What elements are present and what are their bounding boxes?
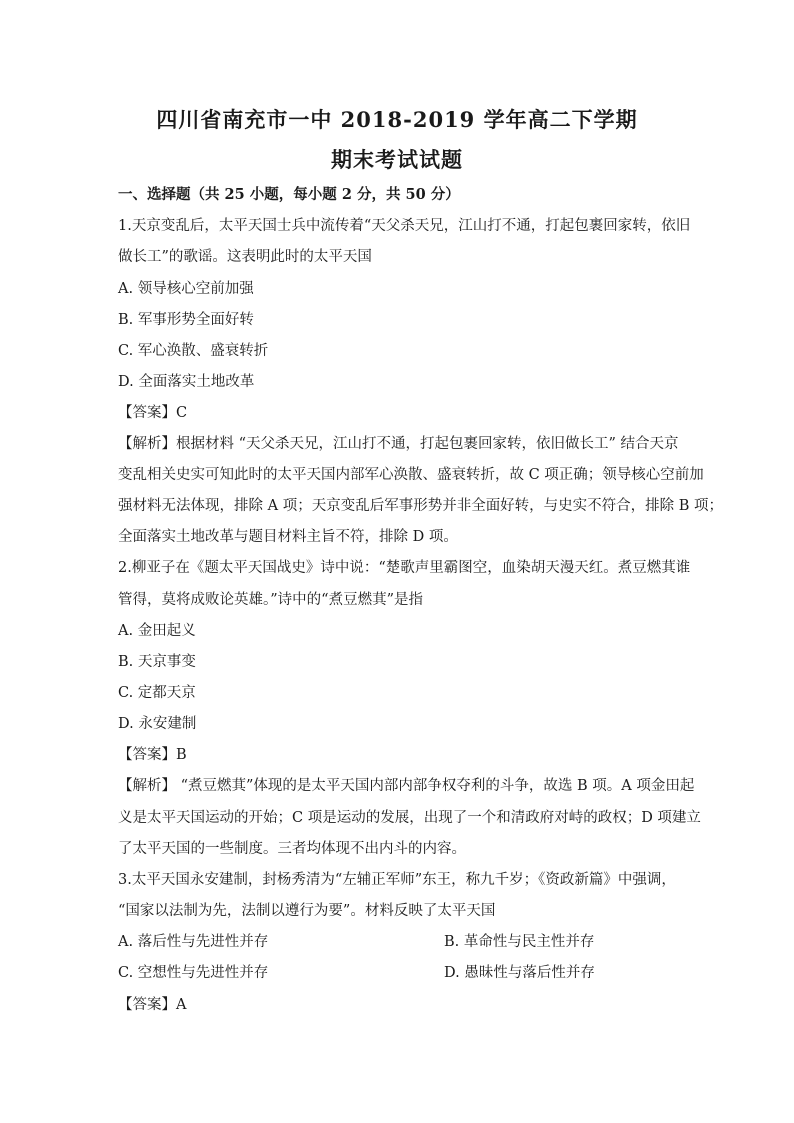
q1-option-a: A. 领导核心空前加强 [118,281,254,297]
document-title: 四川省南充市一中 2018-2019 学年高二下学期 [156,107,638,132]
document-subtitle: 期末考试试题 [331,147,463,172]
q3-option-b: B. 革命性与民主性并存 [444,934,595,950]
q2-option-c: C. 定都天京 [118,685,196,701]
q3-stem-line1: 3.太平天国永安建制，封杨秀清为“左辅正军师”东王，称九千岁；《资政新篇》中强调， [118,872,676,888]
section-heading: 一、选择题（共 25 小题，每小题 2 分，共 50 分） [118,186,460,203]
q1-answer: 【答案】C [118,405,188,421]
q1-option-b: B. 军事形势全面好转 [118,312,254,328]
q3-stem-line2: “国家以法制为先，法制以遵行为要”。材料反映了太平天国 [118,903,496,919]
q2-stem-line1: 2.柳亚子在《题太平天国战史》诗中说：“楚歌声里霸图空，血染胡天漫天红。煮豆燃萁谁 [118,560,691,576]
q1-option-d: D. 全面落实土地改革 [118,374,255,390]
q2-option-d: D. 永安建制 [118,716,197,732]
q2-analysis-line2: 义是太平天国运动的开始；C 项是运动的发展，出现了一个和清政府对峙的政权；D 项建立 [118,810,701,826]
q3-option-d: D. 愚昧性与落后性并存 [444,965,595,981]
q3-option-c: C. 空想性与先进性并存 [118,965,269,981]
q1-analysis-line4: 全面落实土地改革与题目材料主旨不符，排除 D 项。 [118,529,458,545]
q2-stem-line2: 管得，莫将成败论英雄。”诗中的“煮豆燃萁”是指 [118,592,423,608]
q1-analysis-line2: 变乱相关史实可知此时的太平天国内部军心涣散、盛衰转折，故 C 项正确；领导核心空前加 [118,467,704,483]
q1-stem-line1: 1.天京变乱后，太平天国士兵中流传着“天父杀天兄，江山打不通，打起包裹回家转，依旧 [118,218,691,234]
q3-options-row1 [118,932,678,952]
q2-option-b: B. 天京事变 [118,654,196,670]
q1-option-c: C. 军心涣散、盛衰转折 [118,343,269,359]
q1-stem-line2: 做长工”的歌谣。这表明此时的太平天国 [118,249,372,265]
q1-analysis-line3: 强材料无法体现，排除 A 项；天京变乱后军事形势并非全面好转，与史实不符合，排除 B 项； [118,498,724,514]
q2-option-a: A. 金田起义 [118,623,196,639]
q3-options-row2 [118,963,678,983]
q2-analysis-line1: 【解析】 “煮豆燃萁”体现的是太平天国内部内部争权夺利的斗争，故选 B 项。A 项金田起 [118,778,695,794]
q3-answer: 【答案】A [118,997,187,1013]
q2-answer: 【答案】B [118,747,187,763]
q2-analysis-line3: 了太平天国的一些制度。三者均体现不出内斗的内容。 [118,841,466,857]
q3-option-a: A. 落后性与先进性并存 [118,934,269,950]
q1-analysis-line1: 【解析】根据材料 “天父杀天兄，江山打不通，打起包裹回家转，依旧做长工” 结合天京 [118,436,679,452]
